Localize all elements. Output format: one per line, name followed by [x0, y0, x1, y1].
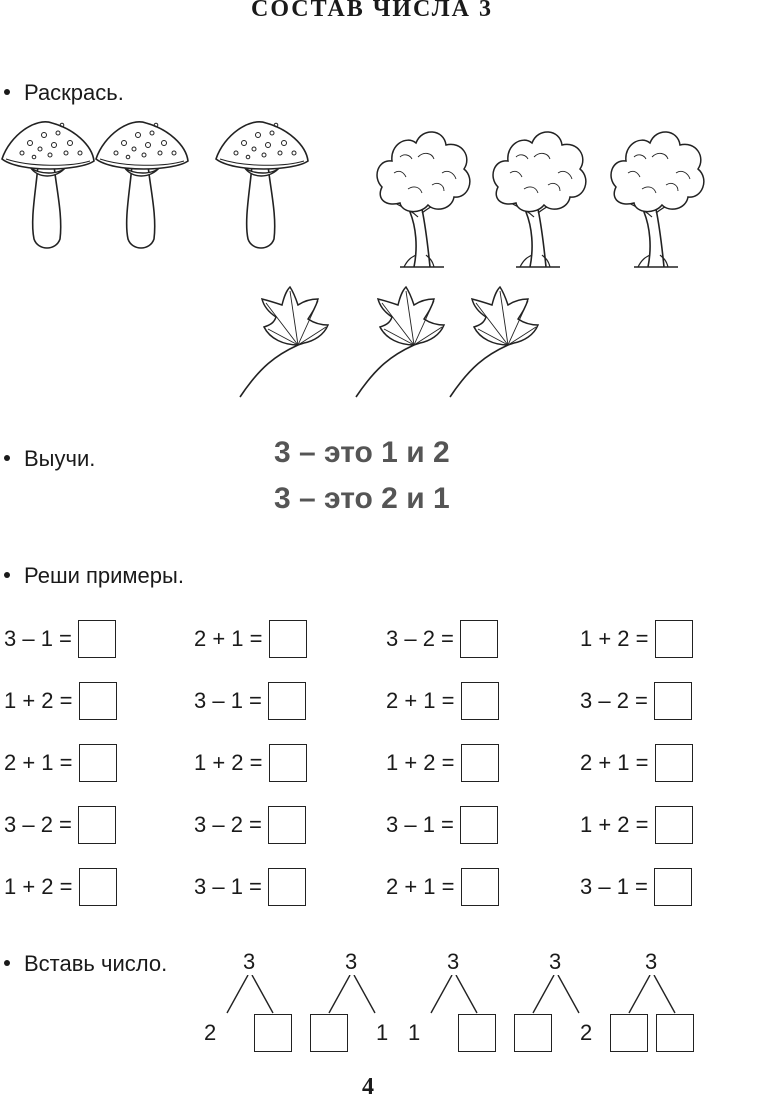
tree-branch [354, 975, 375, 1013]
tree-left-number: 1 [408, 1020, 421, 1045]
example-expression: 3 – 2 = [194, 812, 262, 837]
example-expression: 1 + 2 = [194, 750, 263, 775]
bullet-icon [4, 960, 10, 966]
tree-left-number: 2 [204, 1020, 217, 1045]
tree-top-number: 3 [243, 949, 256, 974]
page-number: 4 [362, 1074, 374, 1100]
answer-box[interactable] [268, 806, 306, 844]
example-expression: 3 – 1 = [194, 688, 262, 713]
example-item [194, 744, 307, 782]
answer-box[interactable] [654, 682, 692, 720]
example-expression: 2 + 1 = [386, 688, 455, 713]
tree-branch [456, 975, 477, 1013]
answer-box[interactable] [269, 620, 307, 658]
tree-branch [654, 975, 675, 1013]
answer-box[interactable] [268, 682, 306, 720]
example-item [194, 868, 306, 906]
answer-box[interactable] [268, 868, 306, 906]
example-expression: 3 – 2 = [580, 688, 648, 713]
answer-box[interactable] [461, 744, 499, 782]
tree-branch [558, 975, 579, 1013]
mushroom-icon[interactable] [96, 122, 188, 248]
answer-box[interactable] [461, 682, 499, 720]
maple-leaf-icon[interactable] [450, 287, 538, 397]
tree-right-number: 1 [376, 1020, 389, 1045]
example-expression: 1 + 2 = [386, 750, 455, 775]
tree-right-box[interactable] [656, 1014, 694, 1052]
example-expression: 3 – 1 = [4, 626, 72, 651]
example-item [386, 682, 499, 720]
example-expression: 3 – 1 = [580, 874, 648, 899]
example-item [4, 620, 116, 658]
answer-box[interactable] [269, 744, 307, 782]
answer-box[interactable] [461, 868, 499, 906]
learn-line-1: 3 – это 1 и 2 [274, 436, 450, 469]
example-item [386, 868, 499, 906]
maple-leaf-icon[interactable] [240, 287, 328, 397]
tree-branch [533, 975, 554, 1013]
example-item [580, 806, 693, 844]
example-item [194, 620, 307, 658]
task-learn [4, 446, 95, 472]
example-item [4, 868, 117, 906]
task-insert [4, 951, 167, 977]
page-title: СОСТАВ ЧИСЛА 3 [250, 0, 493, 22]
example-expression: 2 + 1 = [386, 874, 455, 899]
answer-box[interactable] [79, 682, 117, 720]
example-expression: 1 + 2 = [4, 874, 73, 899]
example-item [194, 682, 306, 720]
task-color-label: Раскрась. [24, 80, 124, 105]
tree-right-box[interactable] [254, 1014, 292, 1052]
answer-box[interactable] [655, 744, 693, 782]
coloring-pictures[interactable] [0, 115, 774, 405]
example-item [4, 806, 116, 844]
example-expression: 3 – 1 = [194, 874, 262, 899]
tree-icon[interactable] [377, 132, 470, 267]
tree-top-number: 3 [447, 949, 460, 974]
answer-box[interactable] [78, 620, 116, 658]
answer-box[interactable] [655, 620, 693, 658]
tree-branch [329, 975, 350, 1013]
task-solve-label: Реши примеры. [24, 563, 184, 588]
example-item [4, 744, 117, 782]
example-item [386, 806, 498, 844]
answer-box[interactable] [654, 868, 692, 906]
answer-box[interactable] [655, 806, 693, 844]
tree-branch [629, 975, 650, 1013]
tree-branch [227, 975, 248, 1013]
example-expression: 3 – 2 = [386, 626, 454, 651]
example-expression: 2 + 1 = [194, 626, 263, 651]
task-color [4, 80, 124, 106]
example-expression: 1 + 2 = [4, 688, 73, 713]
answer-box[interactable] [79, 744, 117, 782]
example-item [194, 806, 306, 844]
tree-top-number: 3 [345, 949, 358, 974]
bullet-icon [4, 89, 10, 95]
example-item [580, 868, 692, 906]
tree-left-box[interactable] [310, 1014, 348, 1052]
answer-box[interactable] [78, 806, 116, 844]
example-expression: 1 + 2 = [580, 812, 649, 837]
mushroom-icon[interactable] [216, 122, 308, 248]
example-item [386, 744, 499, 782]
tree-icon[interactable] [493, 132, 586, 267]
example-expression: 3 – 2 = [4, 812, 72, 837]
example-item [580, 682, 692, 720]
example-item [580, 620, 693, 658]
tree-branch [431, 975, 452, 1013]
task-insert-label: Вставь число. [24, 951, 168, 976]
tree-top-number: 3 [645, 949, 658, 974]
example-item [580, 744, 693, 782]
task-solve [4, 563, 184, 589]
tree-right-number: 2 [580, 1020, 593, 1045]
example-expression: 2 + 1 = [580, 750, 649, 775]
task-learn-label: Выучи. [24, 446, 96, 471]
example-item [4, 682, 117, 720]
example-expression: 1 + 2 = [580, 626, 649, 651]
tree-branch [252, 975, 273, 1013]
mushroom-icon[interactable] [2, 122, 94, 248]
bullet-icon [4, 572, 10, 578]
example-expression: 2 + 1 = [4, 750, 73, 775]
answer-box[interactable] [460, 620, 498, 658]
tree-icon[interactable] [611, 132, 704, 267]
tree-right-box[interactable] [458, 1014, 496, 1052]
learn-line-2: 3 – это 2 и 1 [274, 482, 450, 515]
tree-left-box[interactable] [514, 1014, 552, 1052]
maple-leaf-icon[interactable] [356, 287, 444, 397]
answer-box[interactable] [79, 868, 117, 906]
example-expression: 3 – 1 = [386, 812, 454, 837]
answer-box[interactable] [460, 806, 498, 844]
tree-left-box[interactable] [610, 1014, 648, 1052]
bullet-icon [4, 455, 10, 461]
example-item [386, 620, 498, 658]
tree-top-number: 3 [549, 949, 562, 974]
